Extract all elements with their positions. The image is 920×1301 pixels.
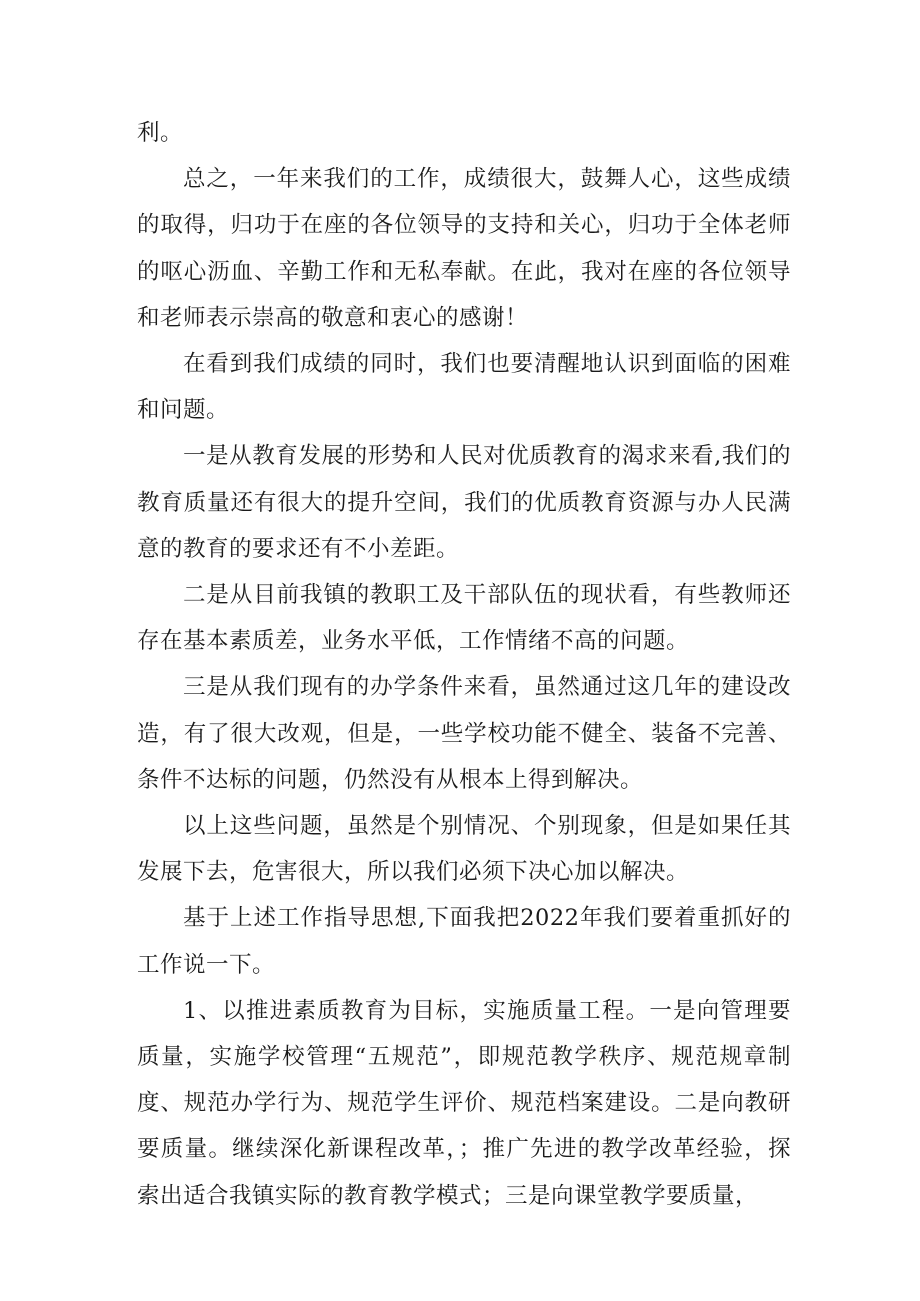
paragraph: 二是从目前我镇的教职工及干部队伍的现状看，有些教师还存在基本素质差，业务水平低，工作情绪不高的问题。 <box>137 582 791 655</box>
paragraph: 在看到我们成绩的同时，我们也要清醒地认识到面临的困难和问题。 <box>137 351 791 424</box>
paragraph: 三是从我们现有的办学条件来看，虽然通过这几年的建设改造，有了很大改观，但是，一些学校功能不健全、装备不完善、条件不达标的问题，仍然没有从根本上得到解决。 <box>137 674 791 793</box>
paragraph: 利。 <box>137 120 184 146</box>
paragraph: 一是从教育发展的形势和人民对优质教育的渴求来看,我们的教育质量还有很大的提升空间，我们的优质教育资源与办人民满意的教育的要求还有不小差距。 <box>137 443 791 562</box>
paragraph: 1、以推进素质教育为目标，实施质量工程。一是向管理要质量，实施学校管理“五规范”，即规范教学秩序、规范规章制度、规范办学行为、规范学生评价、规范档案建设。二是向教研要质量。继续深化新课程改革，；推广先进的教学改革经验，探索出适合我镇实际的教育教学模式；三是向课堂教学要质量， <box>137 997 791 1209</box>
document-page <box>137 110 791 1219</box>
paragraph: 总之，一年来我们的工作，成绩很大，鼓舞人心，这些成绩的取得，归功于在座的各位领导的支持和关心，归功于全体老师的呕心沥血、辛勤工作和无私奉献。在此，我对在座的各位领导和老师表示崇高的敬意和衷心的感谢！ <box>137 166 791 331</box>
paragraph: 基于上述工作指导思想,下面我把2022年我们要着重抓好的工作说一下。 <box>137 905 791 978</box>
paragraph: 以上这些问题，虽然是个别情况、个别现象，但是如果任其发展下去，危害很大，所以我们必须下决心加以解决。 <box>137 813 791 886</box>
